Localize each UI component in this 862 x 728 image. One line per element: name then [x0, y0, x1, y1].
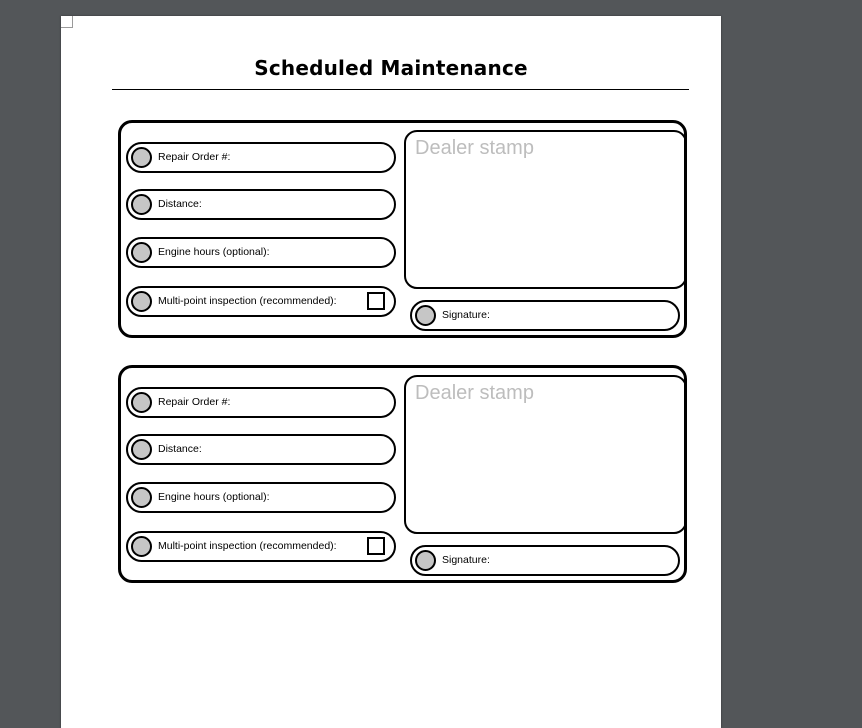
repair-order-label: Repair Order #: [158, 396, 231, 408]
dealer-stamp-box[interactable] [404, 375, 687, 534]
inspection-checkbox[interactable] [367, 292, 385, 310]
signature-label: Signature: [442, 309, 490, 321]
status-circle-icon [131, 392, 152, 413]
inspection-label: Multi-point inspection (recommended): [158, 540, 337, 552]
status-circle-icon [131, 291, 152, 312]
title-divider [112, 89, 689, 90]
dealer-stamp-label: Dealer stamp [415, 382, 534, 404]
dealer-stamp-label: Dealer stamp [415, 137, 534, 159]
engine-hours-field[interactable] [126, 482, 396, 513]
engine-hours-label: Engine hours (optional): [158, 491, 270, 503]
signature-field[interactable] [410, 300, 680, 331]
status-circle-icon [131, 487, 152, 508]
status-circle-icon [131, 194, 152, 215]
dealer-stamp-box[interactable] [404, 130, 687, 289]
signature-field[interactable] [410, 545, 680, 576]
status-circle-icon [415, 305, 436, 326]
crop-mark [61, 16, 73, 28]
status-circle-icon [131, 147, 152, 168]
inspection-checkbox[interactable] [367, 537, 385, 555]
distance-field[interactable] [126, 189, 396, 220]
distance-label: Distance: [158, 443, 202, 455]
signature-label: Signature: [442, 554, 490, 566]
engine-hours-label: Engine hours (optional): [158, 246, 270, 258]
maintenance-record-2 [118, 365, 687, 583]
page-title: Scheduled Maintenance [254, 56, 528, 80]
inspection-field [126, 531, 396, 562]
status-circle-icon [131, 242, 152, 263]
inspection-field [126, 286, 396, 317]
status-circle-icon [415, 550, 436, 571]
inspection-label: Multi-point inspection (recommended): [158, 295, 337, 307]
distance-field[interactable] [126, 434, 396, 465]
repair-order-field[interactable] [126, 387, 396, 418]
repair-order-label: Repair Order #: [158, 151, 231, 163]
repair-order-field[interactable] [126, 142, 396, 173]
engine-hours-field[interactable] [126, 237, 396, 268]
maintenance-record-1 [118, 120, 687, 338]
status-circle-icon [131, 439, 152, 460]
status-circle-icon [131, 536, 152, 557]
document-page [61, 16, 721, 728]
distance-label: Distance: [158, 198, 202, 210]
